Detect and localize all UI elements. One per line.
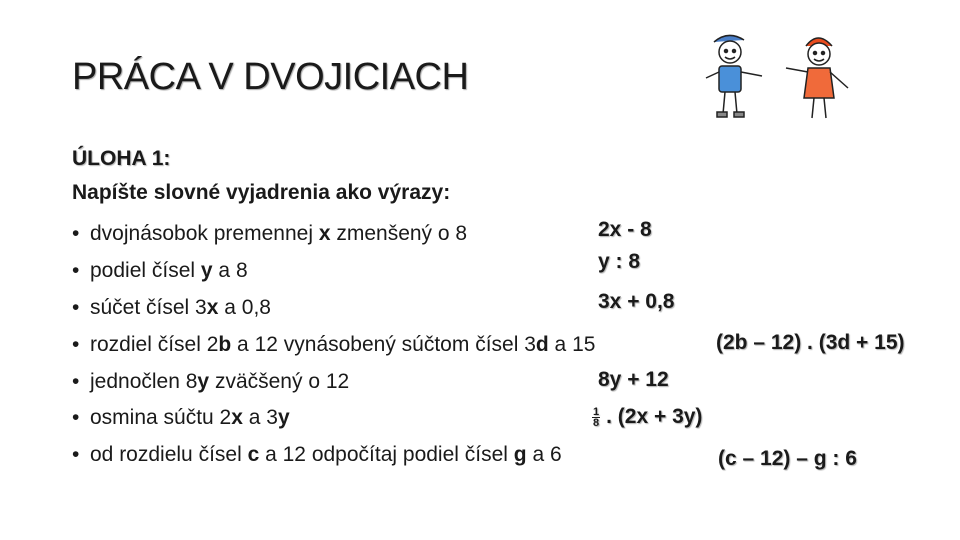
task-heading: ÚLOHA 1: — [72, 147, 171, 170]
list-item: • jednočlen 8y zväčšený o 12 — [72, 370, 350, 393]
answer-7: (c – 12) – g : 6 — [718, 447, 857, 470]
instruction-text: Napíšte slovné vyjadrenia ako výrazy: — [72, 181, 451, 204]
fraction: $\frac{1}{8}$ — [593, 405, 600, 429]
girl-figure — [786, 38, 848, 118]
boy-figure — [706, 35, 762, 117]
answer-2: y : 8 — [598, 250, 641, 273]
answer-3: 3x + 0,8 — [598, 290, 675, 313]
list-item: • osmina súčtu 2x a 3y — [72, 406, 290, 429]
list-item: • súčet čísel 3x a 0,8 — [72, 296, 271, 319]
answer-6: $\frac{1}{8}$ . (2x + 3y) — [593, 405, 703, 429]
page-title: PRÁCA V DVOJICIACH — [72, 56, 469, 98]
list-item: • rozdiel čísel 2b a 12 vynásobený súčtom čísel 3d a 15 — [72, 333, 596, 356]
list-item: • podiel čísel y a 8 — [72, 259, 248, 282]
kids-illustration — [700, 28, 860, 128]
list-item: • dvojnásobok premennej x zmenšený o 8 — [72, 222, 468, 245]
answer-5: 8y + 12 — [598, 368, 669, 391]
answer-4: (2b – 12) . (3d + 15) — [716, 331, 905, 354]
answer-1: 2x - 8 — [598, 218, 652, 241]
list-item: • od rozdielu čísel c a 12 odpočítaj podiel čísel g a 6 — [72, 443, 562, 466]
